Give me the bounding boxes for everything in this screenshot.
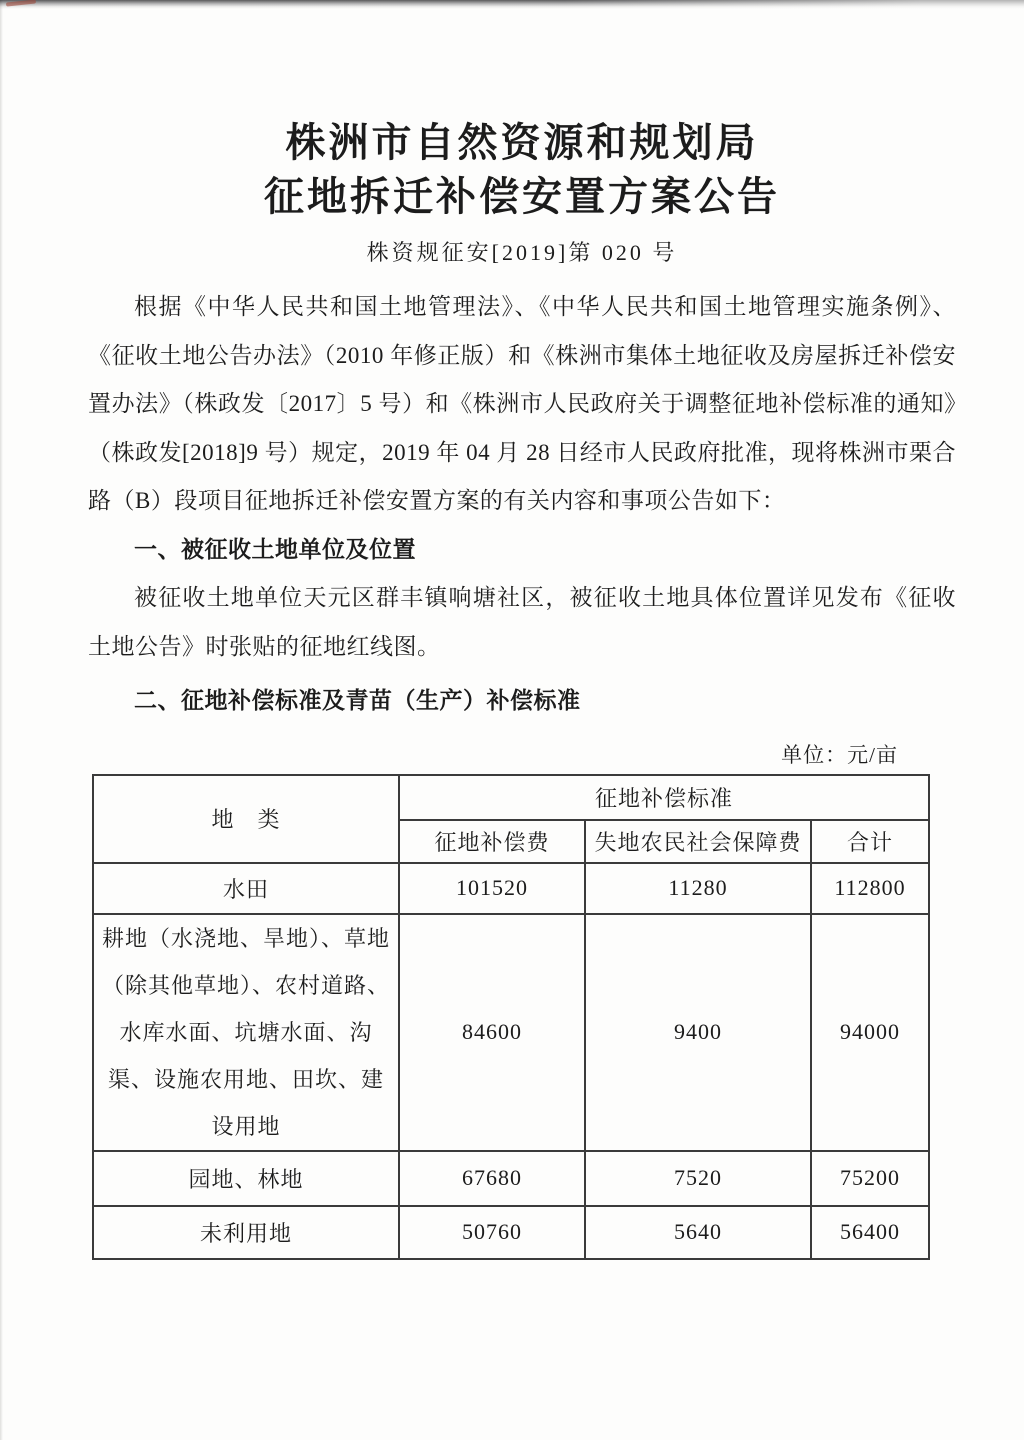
cell-total: 94000 xyxy=(811,914,929,1151)
table-header-land-type: 地 类 xyxy=(93,775,399,863)
table-row xyxy=(93,914,929,1151)
doc-title-line2: 征地拆迁补偿安置方案公告 xyxy=(264,174,780,219)
cell-social: 11280 xyxy=(585,863,811,914)
cell-land-type: 未利用地 xyxy=(93,1206,399,1259)
document-content xyxy=(88,116,956,1260)
cell-fee: 84600 xyxy=(399,914,585,1151)
table-header-fee: 征地补偿费 xyxy=(399,820,585,863)
cell-land-type: 园地、林地 xyxy=(93,1151,399,1206)
table-header-standard-group: 征地补偿标准 xyxy=(399,775,929,820)
table-row xyxy=(93,1151,929,1206)
cell-total: 75200 xyxy=(811,1151,929,1206)
table-row xyxy=(93,863,929,914)
cell-land-type: 耕地（水浇地、旱地）、草地（除其他草地）、农村道路、水库水面、坑塘水面、沟渠、设施农用地、田坎、建设用地 xyxy=(93,914,399,1151)
section1-paragraph: 被征收土地单位天元区群丰镇响塘社区，被征收土地具体位置详见发布《征收土地公告》时张贴的征地红线图。 xyxy=(88,585,956,659)
table-unit-label: 单位：元/亩 xyxy=(781,742,898,767)
scan-left-edge-artifact xyxy=(0,0,3,1440)
table-row xyxy=(93,1206,929,1259)
cell-social: 7520 xyxy=(585,1151,811,1206)
table-header-social: 失地农民社会保障费 xyxy=(585,820,811,863)
doc-title-line1: 株洲市自然资源和规划局 xyxy=(285,120,759,165)
cell-total: 112800 xyxy=(811,863,929,914)
cell-total: 56400 xyxy=(811,1206,929,1259)
cell-fee: 67680 xyxy=(399,1151,585,1206)
cell-fee: 101520 xyxy=(399,863,585,914)
cell-fee: 50760 xyxy=(399,1206,585,1259)
cell-land-type: 水田 xyxy=(93,863,399,914)
table-header-total: 合计 xyxy=(811,820,929,863)
compensation-table xyxy=(92,774,930,1260)
table-header-row-1 xyxy=(93,775,929,820)
section2-heading: 二、征地补偿标准及青苗（生产）补偿标准 xyxy=(134,688,581,713)
intro-paragraph: 根据《中华人民共和国土地管理法》、《中华人民共和国土地管理实施条例》、《征收土地公告办法》（2010 年修正版）和《株洲市集体土地征收及房屋拆迁补偿安置办法》（株政发〔2017〕5 号）和《株洲市人民政府关于调整征地补偿标准的通知》（株政发[2018]9 号）规定，2019 年 04 月 28 日经市人民政府批准，现将株洲市栗合路（B）段项目征地拆迁补偿安置方案的有关内容和事项公告如下： xyxy=(88,294,956,513)
section1-heading: 一、被征收土地单位及位置 xyxy=(134,536,416,562)
scan-edge-artifact xyxy=(0,0,1024,9)
cell-social: 9400 xyxy=(585,914,811,1151)
cell-social: 5640 xyxy=(585,1206,811,1259)
doc-number: 株资规征安[2019]第 020 号 xyxy=(366,240,678,265)
